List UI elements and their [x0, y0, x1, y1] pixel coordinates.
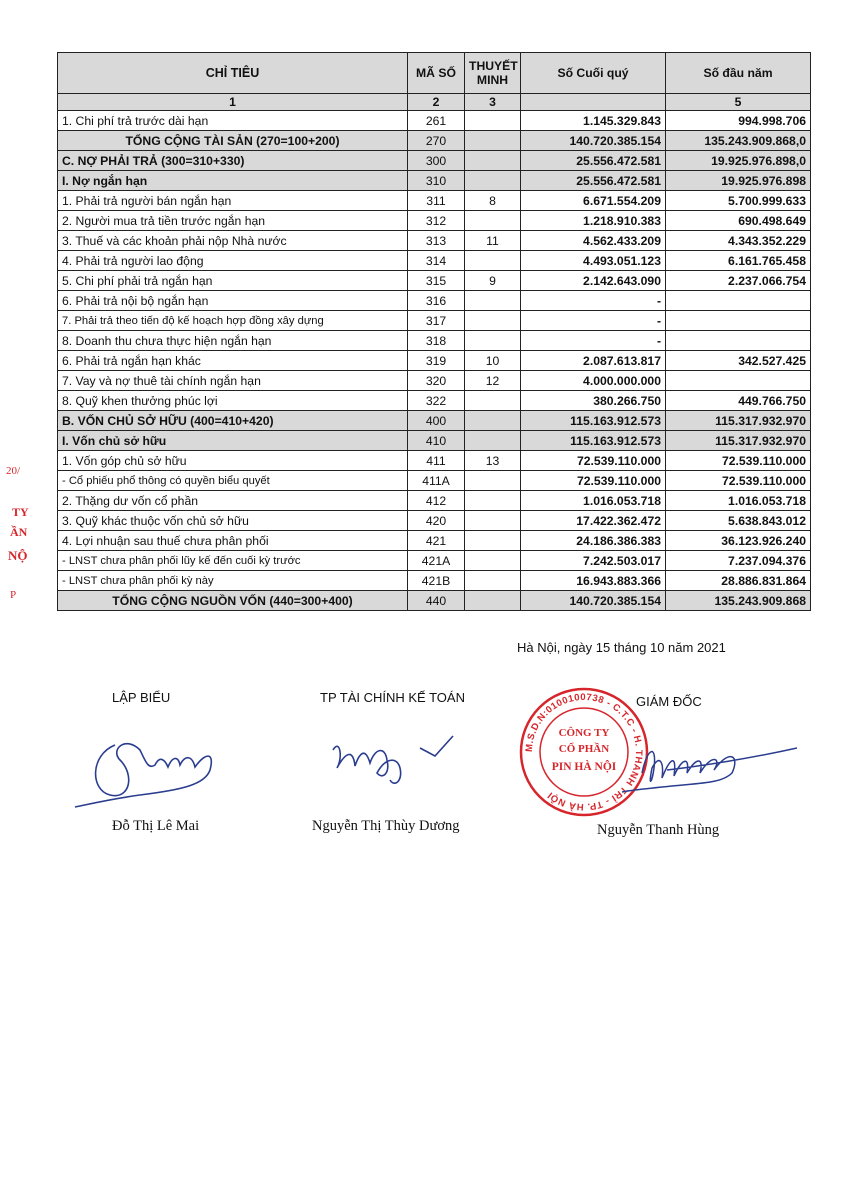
row-value-end-of-quarter: 1.145.329.843 [521, 111, 666, 131]
row-value-end-of-quarter: 140.720.385.154 [521, 131, 666, 151]
table-row [58, 311, 811, 331]
date-line: Hà Nội, ngày 15 tháng 10 năm 2021 [517, 640, 726, 655]
row-value-end-of-quarter: 17.422.362.472 [521, 511, 666, 531]
row-value-start-of-year: 6.161.765.458 [666, 251, 811, 271]
row-value-start-of-year [666, 291, 811, 311]
colnum-1: 1 [58, 94, 408, 111]
table-row [58, 151, 811, 171]
row-name: 6. Phải trả nội bộ ngắn hạn [58, 291, 408, 311]
row-value-end-of-quarter: 25.556.472.581 [521, 151, 666, 171]
director-title: GIÁM ĐỐC [636, 694, 702, 709]
row-value-start-of-year: 135.243.909.868 [666, 591, 811, 611]
table-row [58, 451, 811, 471]
row-note: 11 [465, 231, 521, 251]
row-name: 4. Lợi nhuận sau thuế chưa phân phối [58, 531, 408, 551]
table-row [58, 191, 811, 211]
row-note [465, 551, 521, 571]
row-name: 3. Thuế và các khoản phải nộp Nhà nước [58, 231, 408, 251]
row-value-start-of-year: 5.638.843.012 [666, 511, 811, 531]
table-row [58, 211, 811, 231]
row-value-end-of-quarter: 25.556.472.581 [521, 171, 666, 191]
row-value-start-of-year [666, 331, 811, 351]
table-row [58, 571, 811, 591]
edge-stamp-fragment [4, 460, 30, 610]
table-row [58, 411, 811, 431]
row-value-end-of-quarter: 380.266.750 [521, 391, 666, 411]
row-name: 1. Chi phí trả trước dài hạn [58, 111, 408, 131]
row-note [465, 471, 521, 491]
row-note [465, 491, 521, 511]
row-code: 314 [408, 251, 465, 271]
row-value-end-of-quarter: 72.539.110.000 [521, 471, 666, 491]
row-value-end-of-quarter: - [521, 331, 666, 351]
row-name: 2. Người mua trả tiền trước ngắn hạn [58, 211, 408, 231]
row-note [465, 411, 521, 431]
row-value-end-of-quarter: 1.218.910.383 [521, 211, 666, 231]
row-note [465, 251, 521, 271]
colnum-4 [521, 94, 666, 111]
row-code: 320 [408, 371, 465, 391]
table-row [58, 251, 811, 271]
row-value-end-of-quarter: 4.000.000.000 [521, 371, 666, 391]
row-name: 5. Chi phí phải trả ngắn hạn [58, 271, 408, 291]
row-code: 310 [408, 171, 465, 191]
row-name: C. NỢ PHẢI TRẢ (300=310+330) [58, 151, 408, 171]
row-code: 318 [408, 331, 465, 351]
accountant-title: TP TÀI CHÍNH KẾ TOÁN [320, 690, 465, 705]
row-value-start-of-year: 449.766.750 [666, 391, 811, 411]
row-value-start-of-year: 7.237.094.376 [666, 551, 811, 571]
accountant-signature [325, 718, 475, 798]
row-note: 12 [465, 371, 521, 391]
row-note [465, 391, 521, 411]
row-code: 411 [408, 451, 465, 471]
row-name: 7. Phải trả theo tiến độ kế hoạch hợp đồng xây dựng [58, 311, 408, 331]
row-value-start-of-year: 2.237.066.754 [666, 271, 811, 291]
table-row [58, 511, 811, 531]
row-code: 440 [408, 591, 465, 611]
row-note: 10 [465, 351, 521, 371]
row-name: 3. Quỹ khác thuộc vốn chủ sở hữu [58, 511, 408, 531]
row-value-start-of-year: 36.123.926.240 [666, 531, 811, 551]
column-number-row [58, 94, 811, 111]
row-code: 313 [408, 231, 465, 251]
row-value-start-of-year: 342.527.425 [666, 351, 811, 371]
row-code: 400 [408, 411, 465, 431]
table-row [58, 531, 811, 551]
row-value-end-of-quarter: 16.943.883.366 [521, 571, 666, 591]
stamp-ring-text: M.S.D.N:0100100738 - C.T.C - H. THANH TRÌ - TP. HÀ NỘI [523, 691, 645, 813]
row-code: 315 [408, 271, 465, 291]
row-value-start-of-year: 135.243.909.868,0 [666, 131, 811, 151]
table-row [58, 471, 811, 491]
row-name: TỔNG CỘNG NGUỒN VỐN (440=300+400) [58, 591, 408, 611]
row-value-start-of-year: 19.925.976.898 [666, 171, 811, 191]
row-code: 311 [408, 191, 465, 211]
table-row [58, 131, 811, 151]
row-name: 1. Phải trả người bán ngắn hạn [58, 191, 408, 211]
row-value-end-of-quarter: 4.493.051.123 [521, 251, 666, 271]
row-note: 13 [465, 451, 521, 471]
table-row [58, 551, 811, 571]
table-row [58, 491, 811, 511]
row-code: 317 [408, 311, 465, 331]
table-row [58, 111, 811, 131]
row-name: I. Vốn chủ sở hữu [58, 431, 408, 451]
table-row [58, 271, 811, 291]
edge-fragment-1: 20/ [6, 465, 21, 477]
row-value-end-of-quarter: 24.186.386.383 [521, 531, 666, 551]
header-dau-nam: Số đầu năm [666, 53, 811, 94]
row-name: I. Nợ ngắn hạn [58, 171, 408, 191]
row-note [465, 431, 521, 451]
row-code: 312 [408, 211, 465, 231]
table-row [58, 371, 811, 391]
row-note: 8 [465, 191, 521, 211]
row-note [465, 111, 521, 131]
row-code: 270 [408, 131, 465, 151]
director-name: Nguyễn Thanh Hùng [597, 822, 720, 838]
director-signature [612, 728, 802, 798]
row-value-start-of-year: 115.317.932.970 [666, 431, 811, 451]
row-value-end-of-quarter: 115.163.912.573 [521, 411, 666, 431]
row-code: 421 [408, 531, 465, 551]
row-note [465, 311, 521, 331]
table-row [58, 431, 811, 451]
row-name: - Cổ phiếu phổ thông có quyền biểu quyết [58, 471, 408, 491]
row-name: - LNST chưa phân phối lũy kế đến cuối kỳ trước [58, 551, 408, 571]
balance-sheet-table [57, 52, 811, 611]
edge-fragment-5: P [10, 589, 17, 601]
row-note [465, 291, 521, 311]
row-name: 1. Vốn góp chủ sở hữu [58, 451, 408, 471]
preparer-signature [70, 715, 230, 815]
row-value-end-of-quarter: 4.562.433.209 [521, 231, 666, 251]
row-note [465, 331, 521, 351]
row-note [465, 131, 521, 151]
stamp-line-3: PIN HÀ NỘI [551, 761, 617, 773]
row-code: 420 [408, 511, 465, 531]
edge-fragment-4: NỘ [8, 548, 28, 563]
table-row [58, 231, 811, 251]
table-row [58, 171, 811, 191]
row-code: 412 [408, 491, 465, 511]
row-code: 300 [408, 151, 465, 171]
row-value-start-of-year: 72.539.110.000 [666, 451, 811, 471]
preparer-title: LẬP BIỂU [112, 690, 171, 705]
row-note [465, 591, 521, 611]
table-row [58, 351, 811, 371]
row-value-end-of-quarter: 6.671.554.209 [521, 191, 666, 211]
header-row [58, 53, 811, 94]
row-name: 8. Doanh thu chưa thực hiện ngắn hạn [58, 331, 408, 351]
row-name: 2. Thặng dư vốn cổ phần [58, 491, 408, 511]
row-value-start-of-year: 115.317.932.970 [666, 411, 811, 431]
table-row [58, 331, 811, 351]
row-name: B. VỐN CHỦ SỞ HỮU (400=410+420) [58, 411, 408, 431]
colnum-3: 3 [465, 94, 521, 111]
row-value-start-of-year [666, 311, 811, 331]
colnum-2: 2 [408, 94, 465, 111]
row-code: 421B [408, 571, 465, 591]
row-value-end-of-quarter: 2.142.643.090 [521, 271, 666, 291]
stamp-line-2: CỔ PHẦN [558, 743, 610, 755]
row-value-end-of-quarter: 7.242.503.017 [521, 551, 666, 571]
row-note [465, 571, 521, 591]
row-value-end-of-quarter: - [521, 291, 666, 311]
row-value-start-of-year: 4.343.352.229 [666, 231, 811, 251]
row-value-end-of-quarter: 72.539.110.000 [521, 451, 666, 471]
row-value-start-of-year: 19.925.976.898,0 [666, 151, 811, 171]
row-code: 316 [408, 291, 465, 311]
row-value-start-of-year: 28.886.831.864 [666, 571, 811, 591]
row-name: 8. Quỹ khen thưởng phúc lợi [58, 391, 408, 411]
row-note [465, 171, 521, 191]
row-value-start-of-year: 5.700.999.633 [666, 191, 811, 211]
row-value-start-of-year: 690.498.649 [666, 211, 811, 231]
table-row [58, 391, 811, 411]
row-code: 421A [408, 551, 465, 571]
row-name: TỔNG CỘNG TÀI SẢN (270=100+200) [58, 131, 408, 151]
row-name: 6. Phải trả ngắn hạn khác [58, 351, 408, 371]
row-name: - LNST chưa phân phối kỳ này [58, 571, 408, 591]
row-code: 411A [408, 471, 465, 491]
row-value-end-of-quarter: - [521, 311, 666, 331]
row-code: 319 [408, 351, 465, 371]
header-chi-tieu: CHỈ TIÊU [58, 53, 408, 94]
stamp-line-1: CÔNG TY [558, 727, 610, 739]
row-code: 410 [408, 431, 465, 451]
row-value-end-of-quarter: 1.016.053.718 [521, 491, 666, 511]
preparer-name: Đỗ Thị Lê Mai [112, 818, 200, 834]
balance-sheet [57, 52, 810, 611]
table-row [58, 291, 811, 311]
row-note: 9 [465, 271, 521, 291]
row-note [465, 531, 521, 551]
row-note [465, 151, 521, 171]
row-name: 4. Phải trả người lao động [58, 251, 408, 271]
edge-fragment-3: ẦN [10, 525, 28, 539]
row-value-start-of-year [666, 371, 811, 391]
row-code: 261 [408, 111, 465, 131]
header-ma-so: MÃ SỐ [408, 53, 465, 94]
row-name: 7. Vay và nợ thuê tài chính ngắn hạn [58, 371, 408, 391]
row-note [465, 511, 521, 531]
row-value-end-of-quarter: 140.720.385.154 [521, 591, 666, 611]
edge-fragment-2: TY [12, 505, 29, 519]
row-value-start-of-year: 1.016.053.718 [666, 491, 811, 511]
header-thuyet-minh: THUYẾT MINH [465, 53, 521, 94]
header-cuoi-quy: Số Cuối quý [521, 53, 666, 94]
table-row [58, 591, 811, 611]
row-value-end-of-quarter: 115.163.912.573 [521, 431, 666, 451]
row-value-start-of-year: 72.539.110.000 [666, 471, 811, 491]
row-value-end-of-quarter: 2.087.613.817 [521, 351, 666, 371]
colnum-5: 5 [666, 94, 811, 111]
row-value-start-of-year: 994.998.706 [666, 111, 811, 131]
accountant-name: Nguyễn Thị Thùy Dương [312, 818, 460, 834]
row-code: 322 [408, 391, 465, 411]
row-note [465, 211, 521, 231]
